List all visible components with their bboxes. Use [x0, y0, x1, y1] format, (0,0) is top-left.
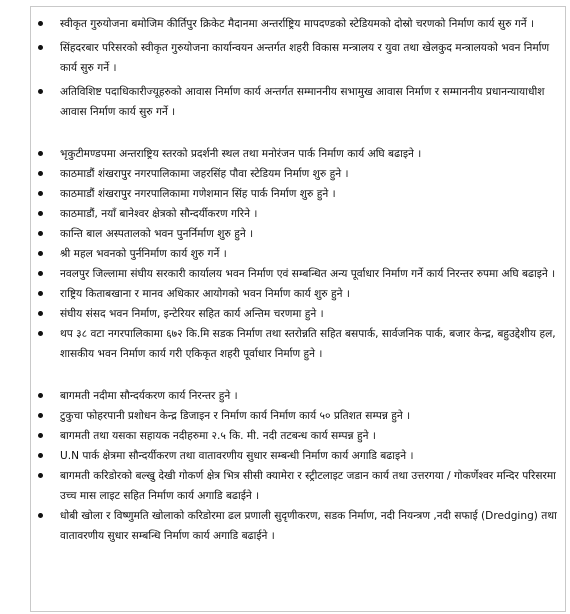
list-item-text: भृकुटीमण्डपमा अन्तराष्ट्रिय स्तरको प्रदर्शनी स्थल तथा मनोरंजन पार्क निर्माण कार्य अघि बढाइने ।	[60, 148, 422, 160]
list-item-text: संघीय संसद भवन निर्माण, इन्टेरियर सहित कार्य अन्तिम चरणमा हुने ।	[60, 308, 324, 320]
list-item	[30, 82, 560, 122]
bullet-icon	[38, 45, 43, 50]
bullet-icon	[38, 231, 43, 236]
list-item-text: नवलपुर जिल्लामा संघीय सरकारी कार्यालय भवन निर्माण एवं सम्बन्धित अन्य पूर्वाधार निर्माण गर्ने कार्य निरन्तर रुपमा अघि बढाइने ।	[60, 268, 556, 280]
bullet-icon	[38, 473, 43, 478]
group-gap	[30, 364, 560, 386]
bullet-icon	[38, 513, 43, 518]
list-item	[30, 144, 560, 164]
list-item	[30, 446, 560, 466]
list-item	[30, 224, 560, 244]
list-item-text: काठमाडौं, नयाँ बानेश्वर क्षेत्रको सौन्दर्यीकरण गरिने ।	[60, 208, 258, 220]
list-item	[30, 244, 560, 264]
list-item-text: सिंहदरबार परिसरको स्वीकृत गुरुयोजना कार्यान्वयन अन्तर्गत शहरी विकास मन्त्रालय र युवा तथा खेलकुद मन्त्रालयको भवन निर्माण कार्य सुरु गर्ने ।	[60, 42, 550, 74]
bullet-icon	[38, 311, 43, 316]
list-item	[30, 386, 560, 406]
bullet-icon	[38, 413, 43, 418]
bullet-icon	[38, 191, 43, 196]
bullet-icon	[38, 291, 43, 296]
list-item-text: टुकुचा फोहरपानी प्रशोधन केन्द्र डिजाइन र निर्माण कार्य निर्माण कार्य ५० प्रतिशत सम्पन्न हुने ।	[60, 410, 411, 422]
bullet-icon	[38, 251, 43, 256]
bullet-icon	[38, 393, 43, 398]
list-item	[30, 304, 560, 324]
list-item-text: थप ३८ वटा नगरपालिकामा ६७२ कि.मि सडक निर्माण तथा स्तरोन्नति सहित बसपार्क, सार्वजनिक पार्क, बजार केन्द्र, बहुउद्देशीय हल, शासकीय भवन निर्माण कार्य गरी एकिकृत शहरी पूर्वाधार निर्माण हुने ।	[60, 328, 556, 360]
list-item	[30, 164, 560, 184]
list-item-text: बागमती नदीमा सौन्दर्यकरण कार्य निरन्तर हुने ।	[60, 390, 238, 402]
bullet-icon	[38, 433, 43, 438]
bullet-icon	[38, 21, 43, 26]
list-item	[30, 14, 560, 34]
list-item	[30, 264, 560, 284]
bullet-list	[30, 14, 560, 546]
bullet-icon	[38, 211, 43, 216]
list-item	[30, 284, 560, 304]
list-item-text: काठमाडौं शंखरापुर नगरपालिकामा गणेशमान सिंह पार्क निर्माण शुरु हुने ।	[60, 188, 336, 200]
list-item-text: U.N पार्क क्षेत्रमा सौन्दर्यीकरण तथा वातावरणीय सुधार सम्बन्धी निर्माण कार्य अगाडि बढाइने ।	[60, 450, 414, 462]
list-item-text: स्वीकृत गुरुयोजना बमोजिम कीर्तिपुर क्रिकेट मैदानमा अन्तर्राष्ट्रिय मापदण्डको स्टेडियमको दोस्रो चरणको निर्माण कार्य सुरु गर्ने ।	[60, 18, 535, 30]
list-item-text: श्री महल भवनको पुर्ननिर्माण कार्य शुरु गर्ने ।	[60, 248, 227, 260]
bullet-icon	[38, 89, 43, 94]
bullet-icon	[38, 151, 43, 156]
list-item	[30, 466, 560, 506]
group-gap	[30, 126, 560, 144]
list-item-text: राष्ट्रिय किताबखाना र मानव अधिकार आयोगको भवन निर्माण कार्य शुरु हुने ।	[60, 288, 350, 300]
list-item-text: धोबी खोला र विष्णुमति खोलाको करिडोरमा ढल प्रणाली सुदृणीकरण, सडक निर्माण, नदी नियन्त्रण ,नदी सफाई (Dredging) तथा वातावरणीय सुधार सम्बन्धि निर्माण कार्य अगाडि बढाईने ।	[60, 510, 557, 542]
bullet-icon	[38, 331, 43, 336]
list-item-text: अतिविशिष्ट पदाधिकारीज्यूहरुको आवास निर्माण कार्य अन्तर्गत सम्माननीय सभामुख आवास निर्माण र सम्माननीय प्रधानन्यायाधीश आवास निर्माण कार्य सुरु गर्ने ।	[60, 86, 545, 118]
bullet-icon	[38, 453, 43, 458]
list-item-text: काठमाडौं शंखरापुर नगरपालिकामा जहरसिंह पौवा स्टेडियम निर्माण शुरु हुने ।	[60, 168, 349, 180]
list-item	[30, 426, 560, 446]
bullet-icon	[38, 171, 43, 176]
list-item-text: बागमती तथा यसका सहायक नदीहरुमा २.५ कि. मी. नदी तटबन्ध कार्य सम्पन्न हुने ।	[60, 430, 376, 442]
list-item	[30, 506, 560, 546]
list-item	[30, 38, 560, 78]
list-item	[30, 324, 560, 364]
list-item	[30, 406, 560, 426]
list-item	[30, 204, 560, 224]
list-item-text: कान्ति बाल अस्पतालको भवन पुनर्निर्माण शुरु हुने ।	[60, 228, 254, 240]
bullet-icon	[38, 271, 43, 276]
list-item	[30, 184, 560, 204]
list-item-text: बागमती करिडोरको बल्खु देखी गोकर्ण क्षेत्र भित्र सीसी क्यामेरा र स्ट्रीटलाइट जडान कार्य तथा उत्तरगया / गोकर्णेश्वर मन्दिर परिसरमा उच्च मास लाइट सहित निर्माण कार्य अगाडि बढाईने ।	[60, 470, 556, 502]
